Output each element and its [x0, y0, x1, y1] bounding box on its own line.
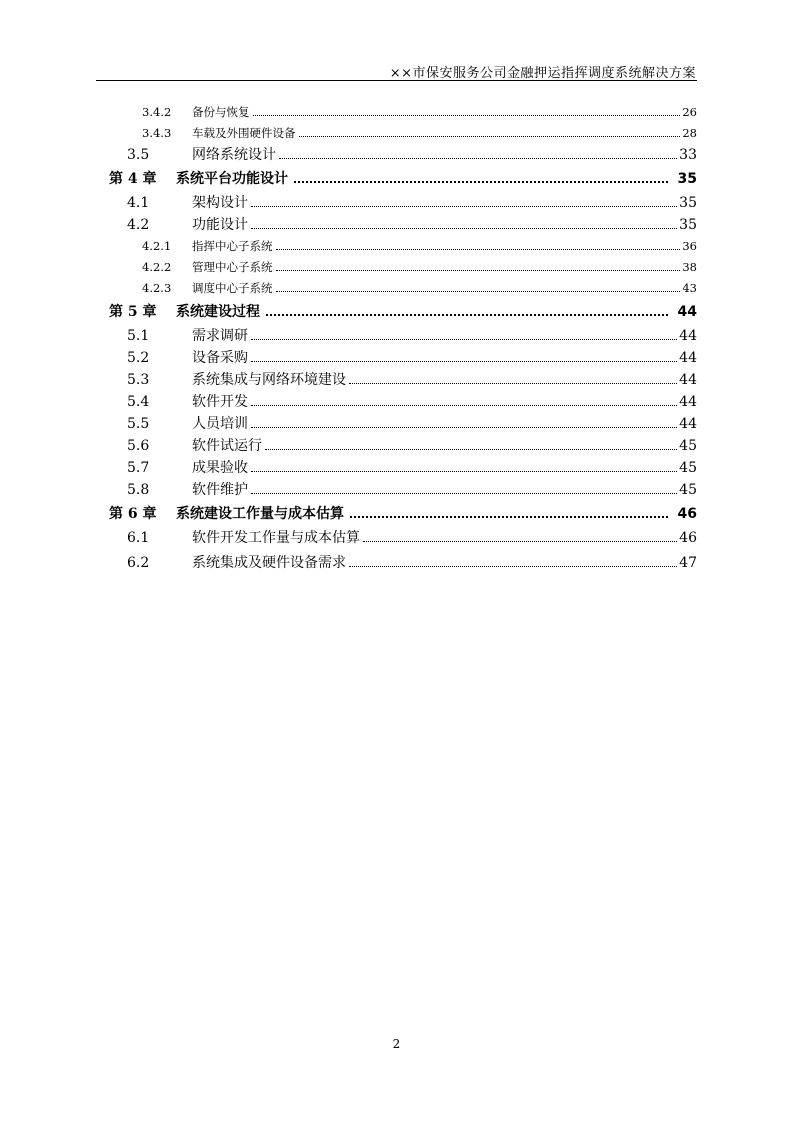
toc-entry-page: 33 — [679, 147, 697, 163]
toc-entry-number: 第 5 章 — [109, 304, 157, 320]
toc-dot-leader — [294, 181, 668, 183]
toc-entry[interactable] — [96, 214, 697, 236]
toc-entry-title: 软件试运行 — [192, 438, 262, 454]
toc-entry-page: 44 — [679, 350, 697, 366]
toc-entry-number: 5.8 — [127, 482, 150, 498]
toc-entry[interactable] — [96, 527, 697, 549]
toc-dot-leader — [251, 471, 677, 472]
toc-entry[interactable] — [96, 144, 697, 166]
toc-dot-leader — [251, 405, 677, 406]
toc-entry-title: 调度中心子系统 — [192, 281, 273, 295]
toc-entry[interactable] — [96, 123, 697, 144]
toc-entry-number: 5.6 — [127, 438, 150, 454]
toc-entry-title: 设备采购 — [192, 350, 248, 366]
toc-entry-page: 45 — [679, 460, 697, 476]
toc-dot-leader — [251, 206, 677, 207]
toc-dot-leader — [251, 427, 677, 428]
toc-dot-leader — [266, 314, 668, 316]
toc-dot-leader — [363, 541, 677, 542]
toc-dot-leader — [349, 566, 677, 567]
toc-entry-page: 36 — [682, 239, 697, 253]
toc-entry-number: 第 4 章 — [109, 171, 157, 187]
toc-entry-title: 需求调研 — [192, 328, 248, 344]
toc-entry-page: 43 — [682, 281, 697, 295]
toc-dot-leader — [251, 493, 677, 494]
toc-entry-page: 44 — [679, 416, 697, 432]
toc-dot-leader — [299, 136, 681, 137]
toc-entry-page: 35 — [679, 217, 697, 233]
toc-entry[interactable] — [96, 369, 697, 391]
toc-dot-leader — [253, 115, 681, 116]
toc-entry-title: 系统建设工作量与成本估算 — [176, 506, 344, 522]
toc-entry-number: 3.4.2 — [142, 105, 172, 119]
toc-entry-number: 4.2.2 — [142, 260, 172, 274]
toc-dot-leader — [276, 270, 681, 271]
toc-entry-page: 47 — [679, 555, 697, 571]
toc-entry[interactable] — [96, 192, 697, 214]
toc-dot-leader — [349, 383, 677, 384]
toc-entry-title: 系统建设过程 — [176, 304, 260, 320]
toc-entry[interactable] — [96, 236, 697, 257]
header-rule — [96, 80, 697, 81]
toc-dot-leader — [350, 516, 668, 518]
toc-entry[interactable] — [96, 278, 697, 299]
toc-entry[interactable] — [96, 347, 697, 369]
toc-entry-page: 44 — [679, 394, 697, 410]
toc-entry-title: 软件维护 — [192, 482, 248, 498]
toc-entry-page: 46 — [679, 530, 697, 546]
toc-entry-title: 成果验收 — [192, 460, 248, 476]
page-header-title: ××市保安服务公司金融押运指挥调度系统解决方案 — [389, 66, 696, 81]
toc-entry[interactable] — [96, 413, 697, 435]
toc-entry-title: 系统集成及硬件设备需求 — [192, 555, 346, 571]
toc-entry[interactable] — [96, 549, 697, 578]
toc-entry[interactable] — [96, 479, 697, 501]
toc-entry-number: 5.7 — [127, 460, 150, 476]
toc-entry-title: 系统平台功能设计 — [176, 171, 288, 187]
toc-dot-leader — [251, 361, 677, 362]
toc-entry[interactable] — [96, 391, 697, 413]
table-of-contents — [96, 102, 697, 578]
toc-entry-number: 3.4.3 — [142, 126, 172, 140]
toc-entry-page: 45 — [679, 482, 697, 498]
toc-entry-page: 26 — [682, 105, 697, 119]
toc-entry-title: 软件开发工作量与成本估算 — [192, 530, 360, 546]
toc-entry-number: 5.1 — [127, 328, 150, 344]
toc-entry-number: 5.3 — [127, 372, 150, 388]
toc-entry[interactable] — [96, 257, 697, 278]
toc-entry-number: 5.4 — [127, 394, 150, 410]
toc-entry-number: 3.5 — [127, 147, 150, 163]
toc-entry-title: 人员培训 — [192, 416, 248, 432]
toc-entry-title: 软件开发 — [192, 394, 248, 410]
toc-entry-title: 网络系统设计 — [192, 147, 276, 163]
toc-entry-page: 38 — [682, 260, 697, 274]
toc-chapter-entry[interactable] — [96, 501, 697, 527]
toc-entry-page: 35 — [679, 195, 697, 211]
toc-dot-leader — [279, 158, 677, 159]
toc-entry-number: 第 6 章 — [109, 506, 157, 522]
toc-entry-number: 6.2 — [127, 555, 150, 571]
toc-entry-number: 4.1 — [127, 195, 150, 211]
toc-entry-title: 功能设计 — [192, 217, 248, 233]
toc-entry-number: 4.2 — [127, 217, 150, 233]
page-number: 2 — [392, 1037, 401, 1051]
toc-dot-leader — [265, 449, 677, 450]
toc-entry-page: 46 — [677, 506, 697, 522]
toc-entry-page: 44 — [679, 328, 697, 344]
toc-chapter-entry[interactable] — [96, 166, 697, 192]
toc-entry-page: 35 — [677, 171, 697, 187]
toc-entry-page: 28 — [682, 126, 697, 140]
toc-chapter-entry[interactable] — [96, 299, 697, 325]
toc-entry-title: 备份与恢复 — [192, 105, 250, 119]
toc-dot-leader — [276, 291, 681, 292]
toc-dot-leader — [251, 228, 677, 229]
toc-entry[interactable] — [96, 102, 697, 123]
toc-entry-number: 5.2 — [127, 350, 150, 366]
toc-entry-page: 45 — [679, 438, 697, 454]
toc-entry-number: 4.2.1 — [142, 239, 172, 253]
toc-entry-title: 系统集成与网络环境建设 — [192, 372, 346, 388]
toc-entry-title: 车载及外围硬件设备 — [192, 126, 296, 140]
toc-dot-leader — [276, 249, 681, 250]
toc-entry-title: 架构设计 — [192, 195, 248, 211]
toc-entry-page: 44 — [679, 372, 697, 388]
toc-entry-number: 5.5 — [127, 416, 150, 432]
toc-entry-title: 管理中心子系统 — [192, 260, 273, 274]
toc-entry-page: 44 — [677, 304, 697, 320]
toc-entry[interactable] — [96, 457, 697, 479]
toc-dot-leader — [251, 339, 677, 340]
toc-entry-number: 6.1 — [127, 530, 150, 546]
toc-entry-number: 4.2.3 — [142, 281, 172, 295]
toc-entry-title: 指挥中心子系统 — [192, 239, 273, 253]
toc-entry[interactable] — [96, 325, 697, 347]
toc-entry[interactable] — [96, 435, 697, 457]
